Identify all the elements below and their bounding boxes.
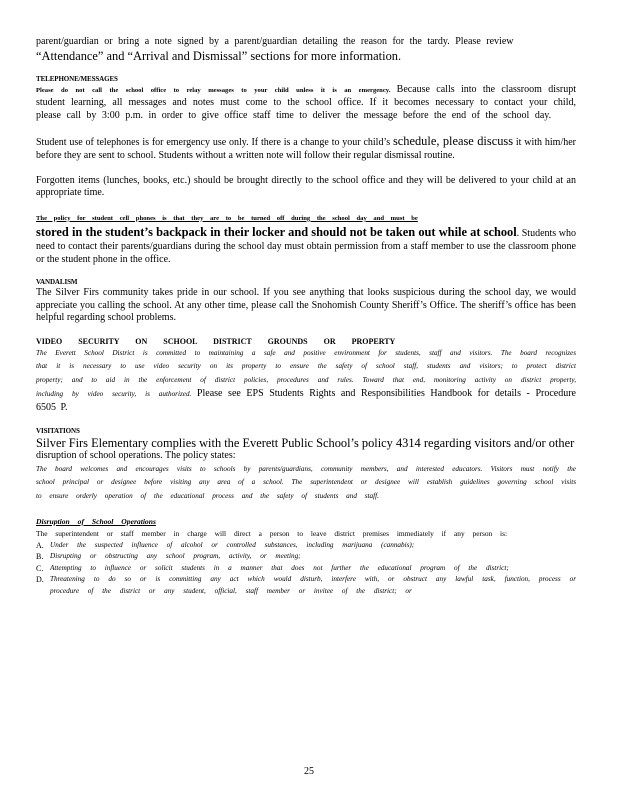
list-marker: D. [36, 575, 44, 585]
cell-phone-storage: stored in the student’s backpack in their locker and should not be taken out while at school [36, 225, 517, 240]
visitations-lead-2: disruption of school operations. The policy states: [36, 450, 236, 462]
disruption-list [36, 540, 576, 598]
forgotten-items-paragraph: Forgotten items (lunches, books, etc.) should be brought directly to the school office and they will be delivered to your child at an appropriate time. [36, 174, 576, 199]
telephone-heading: TELEPHONE/MESSAGES [36, 74, 118, 83]
visitations-heading: VISITATIONS [36, 427, 80, 436]
list-marker: A. [36, 540, 44, 550]
page-number: 25 [304, 766, 314, 777]
vandalism-body: The Silver Firs community takes pride in our school. If you see anything that looks suspicious during the school day, we would appreciate you calling the school. At any other time, please call the Snohomish County Sheriff’s Office. The sheriff’s office has been helpful regarding school problems. [36, 287, 576, 324]
vandalism-heading: VANDALISM [36, 278, 78, 287]
intro-line-2: “Attendance” and “Arrival and Dismissal” sections for more information. [36, 48, 402, 63]
video-security-heading: VIDEO SECURITY ON SCHOOL DISTRICT GROUNDS OR PROPERTY [36, 336, 396, 346]
list-item [36, 540, 576, 552]
document-page [36, 36, 576, 597]
list-text: Threatening to do so or is committing any act which would disturb, interfere with, or obstruct any lawful task, function, process or procedure of the district or any student, official, staff member or invitee of the district; or [50, 575, 576, 595]
telephone-use-paragraph [36, 134, 576, 162]
list-item [36, 563, 576, 575]
list-text: Under the suspected influence of alcohol or controlled substances, including marijuana (cannabis); [50, 540, 415, 549]
telephone-use-c: it with him/her before they are sent to school. Students without a written note will follow their regular dismissal routine. [36, 137, 576, 161]
visitations-policy: The board welcomes and encourages visits to schools by parents/guardians, community members, and interested educators. Visitors must notify the school principal or designee before visiting any area of a school. The superintendent or designee will establish guidelines governing school visits to ensure orderly operation of the educational process and the safety of students and staff. [36, 464, 576, 500]
telephone-body: Because calls into the classroom disrupt student learning, all messages and notes must come to the school office. If it becomes necessary to contact your child, please call by 3:00 p.m. in order to give office staff time to deliver the message before the end of the school day. [36, 83, 576, 121]
list-marker: C. [36, 563, 44, 573]
list-marker: B. [36, 552, 44, 562]
cell-phone-rest: . Students who need to contact their parents/guardians during the school day must obtain permission from a staff member to use the classroom phone or the student phone in the office. [36, 228, 576, 265]
disruption-intro: The superintendent or staff member in charge will direct a person to leave district premises immediately if any person is: [36, 529, 508, 539]
telephone-emergency-note: Please do not call the school office to relay messages to your child unless it is an emergency. [36, 86, 391, 94]
cell-phone-paragraph [36, 212, 576, 266]
telephone-use-b: schedule, please discuss [392, 134, 514, 149]
list-text: Attempting to influence or solicit students in a manner that does not further the educational program of the district; [50, 563, 509, 572]
video-security-paragraph [36, 347, 576, 415]
telephone-use-a: Student use of telephones is for emergency use only. If there is a change to your child’s [36, 137, 393, 149]
cell-phone-policy: The policy for student cell phones is that they are to be turned off during the school day and must be [36, 214, 418, 222]
video-security-reference: Please see EPS Students Rights and Responsibilities Handbook for details - Procedure 6505 P. [36, 387, 576, 414]
video-security-policy: The Everett School District is committed to maintaining a safe and positive environment for students, staff and visitors. The board recognizes that it is necessary to use video security on its property to ensure the safety of school staff, students and visitors; to protect district property; and to aid in the enforcement of district policies, procedures and rules. Toward that end, monitoring activity on district property, including by video security, is authorized. [36, 348, 576, 398]
list-text: Disrupting or obstructing any school program, activity, or meeting; [50, 552, 301, 561]
list-item [36, 551, 576, 563]
visitations-lead: Silver Firs Elementary complies with the Everett Public School’s policy 4314 regarding visitors and/or other [36, 436, 575, 451]
list-item [36, 574, 576, 597]
disruption-heading: Disruption of School Operations [36, 516, 156, 526]
intro-line-1: parent/guardian or bring a note signed by a parent/guardian detailing the reason for the tardy. Please review [36, 36, 514, 47]
telephone-paragraph [36, 84, 576, 123]
